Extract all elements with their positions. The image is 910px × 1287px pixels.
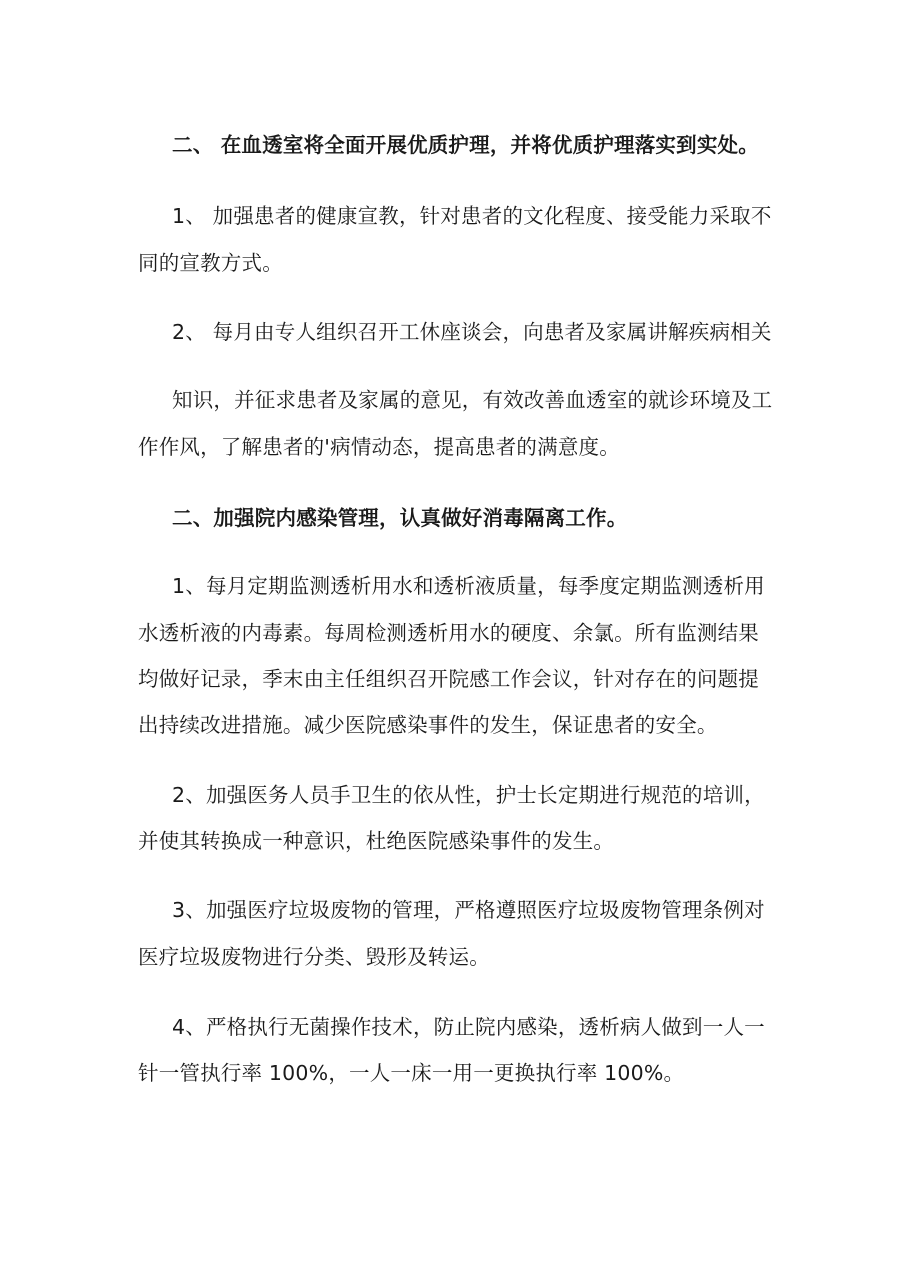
paragraph-line: 均做好记录，季末由主任组织召开院感工作会议，针对存在的问题提 — [138, 667, 759, 691]
paragraph-line: 3、加强医疗垃圾废物的管理，严格遵照医疗垃圾废物管理条例对 — [172, 898, 765, 922]
paragraph-line: 1、 加强患者的健康宣教，针对患者的文化程度、接受能力采取不 — [172, 204, 772, 228]
paragraph-line: 1、每月定期监测透析用水和透析液质量，每季度定期监测透析用 — [172, 574, 765, 598]
section-heading-quality-care: 二、 在血透室将全面开展优质护理，并将优质护理落实到实处。 — [172, 133, 759, 157]
paragraph-line: 水透析液的内毒素。每周检测透析用水的硬度、余氯。所有监测结果 — [138, 621, 759, 645]
paragraph-line: 同的宣教方式。 — [138, 251, 283, 275]
paragraph-line: 作作风，了解患者的'病情动态，提高患者的满意度。 — [138, 435, 620, 459]
section-heading-infection-control: 二、加强院内感染管理，认真做好消毒隔离工作。 — [172, 506, 628, 530]
paragraph-line: 针一管执行率 100%，一人一床一用一更换执行率 100%。 — [138, 1061, 685, 1085]
paragraph-line: 并使其转换成一种意识，杜绝医院感染事件的发生。 — [138, 829, 615, 853]
paragraph-line: 医疗垃圾废物进行分类、毁形及转运。 — [138, 945, 490, 969]
paragraph-line: 4、严格执行无菌操作技术，防止院内感染，透析病人做到一人一 — [172, 1015, 765, 1039]
paragraph-line: 2、 每月由专人组织召开工休座谈会，向患者及家属讲解疾病相关 — [172, 320, 772, 344]
paragraph-line: 出持续改进措施。减少医院感染事件的发生，保证患者的安全。 — [138, 713, 718, 737]
paragraph-line: 知识，并征求患者及家属的意见，有效改善血透室的就诊环境及工 — [172, 388, 773, 412]
paragraph-line: 2、加强医务人员手卫生的依从性，护士长定期进行规范的培训， — [172, 783, 765, 807]
